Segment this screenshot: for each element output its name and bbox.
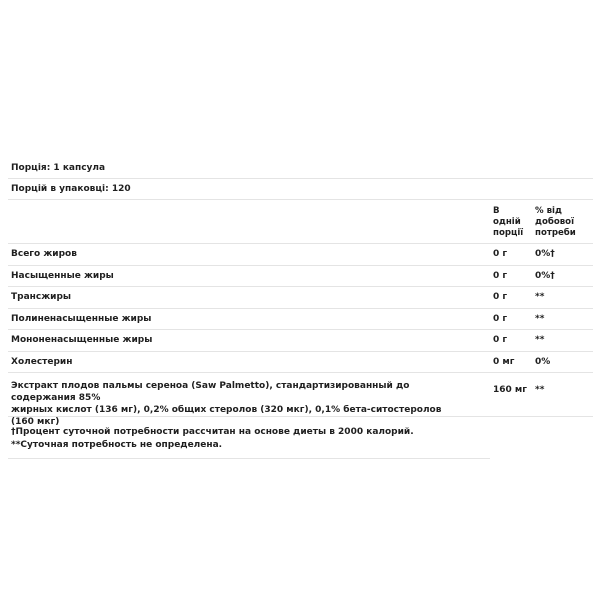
nutrient-daily-value: 0%†: [535, 270, 555, 281]
extract-amount: 160 мг: [493, 385, 527, 395]
extract-name-line: жирных кислот (136 мг), 0,2% общих стеролов (320 мкг), 0,1% бета-ситостеролов (160 мкг): [11, 405, 442, 427]
dv-header-line: добової: [535, 217, 575, 227]
nutrient-daily-value: 0%†: [535, 249, 555, 259]
nutrient-name: Трансжиры: [11, 292, 72, 302]
table-row: [8, 330, 593, 352]
table-row: [8, 352, 593, 374]
nutrient-name: Всего жиров: [11, 249, 77, 259]
amount-header-line: В: [493, 206, 500, 216]
dv-header-line: потреби: [535, 228, 576, 238]
nutrient-amount: 0 г: [493, 313, 508, 324]
nutrient-name: Мононенасыщенные жиры: [11, 335, 153, 345]
nutrient-amount: 0 мг: [493, 356, 515, 367]
nutrient-name: Насыщенные жиры: [11, 270, 114, 281]
daily-value-header: [535, 206, 585, 239]
amount-header-line: порції: [493, 228, 524, 238]
nutrient-daily-value: **: [535, 292, 545, 302]
table-row: [8, 287, 593, 309]
footnote: †Процент суточной потребности рассчитан на основе диеты в 2000 калорий.: [11, 427, 414, 437]
servings-per-container: Порцій в упаковці: 120: [8, 179, 593, 200]
table-row: [8, 266, 593, 288]
nutrient-daily-value: **: [535, 313, 545, 324]
extract-name-line: Экстракт плодов пальмы сереноа (Saw Palmetto), стандартизированный до содержания 85%: [11, 381, 410, 403]
footnote: **Суточная потребность не определена.: [11, 440, 223, 450]
nutrient-name: Холестерин: [11, 356, 73, 367]
table-row: [8, 244, 593, 266]
nutrient-amount: 0 г: [493, 249, 508, 259]
footnotes: [8, 417, 490, 459]
table-row: [8, 309, 593, 331]
table-row-extract: [8, 373, 593, 427]
serving-size: Порція: 1 капсула: [8, 158, 593, 179]
nutrient-name: Полиненасыщенные жиры: [11, 313, 152, 324]
extract-daily-value: **: [535, 385, 545, 395]
table-header: [8, 200, 593, 244]
amount-header-line: одній: [493, 217, 521, 227]
nutrient-amount: 0 г: [493, 292, 508, 302]
supplement-facts-panel: [8, 158, 593, 459]
nutrient-amount: 0 г: [493, 270, 508, 281]
dv-header-line: % від: [535, 206, 562, 216]
nutrient-daily-value: **: [535, 335, 545, 345]
amount-per-serving-header: [493, 206, 533, 239]
nutrient-daily-value: 0%: [535, 356, 551, 367]
nutrient-amount: 0 г: [493, 335, 508, 345]
